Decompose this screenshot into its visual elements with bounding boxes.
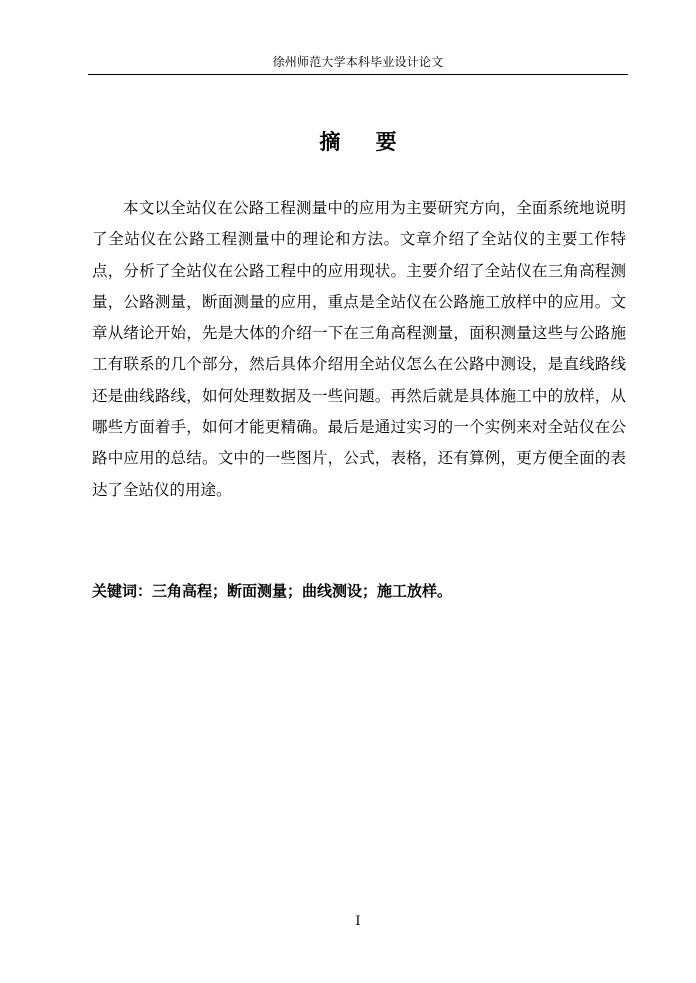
page-header: 徐州师范大学本科毕业设计论文	[272, 55, 444, 69]
page-number: I	[355, 914, 361, 929]
abstract-title: 摘 要	[319, 130, 411, 154]
header-divider	[88, 74, 628, 75]
keywords-line: 关键词：三角高程；断面测量；曲线测设；施工放样。	[92, 582, 453, 600]
abstract-body: 本文以全站仪在公路工程测量中的应用为主要研究方向，全面系统地说明了全站仪在公路工程测量中的理论和方法。文章介绍了全站仪的主要工作特点，分析了全站仪在公路工程中的应用现状。主要介绍了全站仪在三角高程测量，公路测量，断面测量的应用，重点是全站仪在公路施工放样中的应用。文章从绪论开始，先是大体的介绍一下在三角高程测量，面积测量这些与公路施工有联系的几个部分，然后具体介绍用全站仪怎么在公路中测设，是直线路线还是曲线路线，如何处理数据及一些问题。再然后就是具体施工中的放样，从哪些方面着手，如何才能更精确。最后是通过实习的一个实例来对全站仪在公路中应用的总结。文中的一些图片，公式，表格，还有算例，更方便全面的表达了全站仪的用途。	[92, 199, 626, 499]
